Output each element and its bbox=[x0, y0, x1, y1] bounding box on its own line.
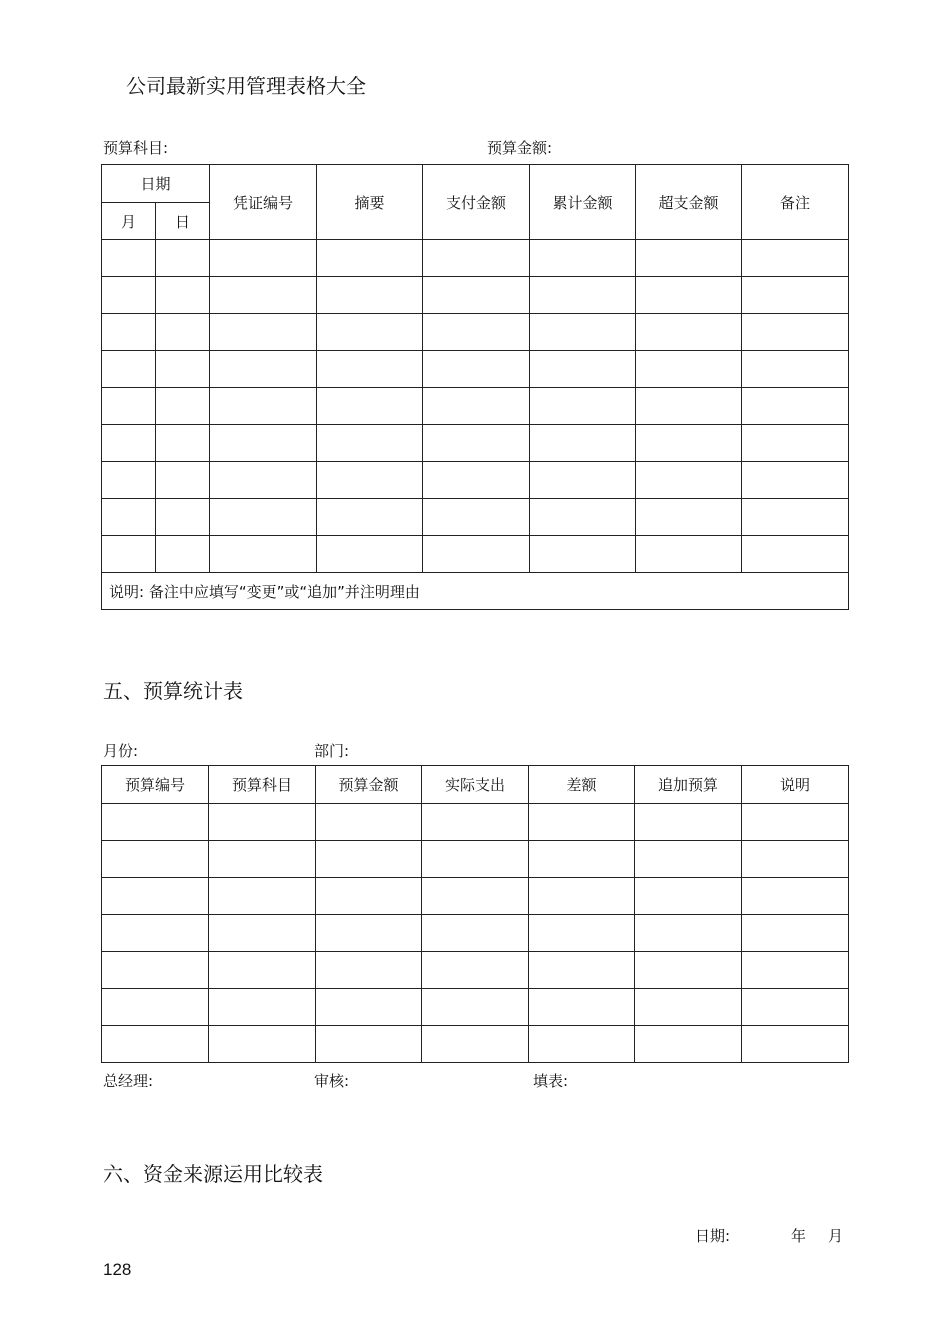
table-cell bbox=[156, 277, 210, 314]
table-row bbox=[102, 952, 849, 989]
table-cell bbox=[209, 915, 316, 952]
table-cell bbox=[530, 240, 636, 277]
table-cell bbox=[423, 314, 530, 351]
column-header: 超支金额 bbox=[636, 165, 742, 240]
table-cell bbox=[316, 841, 422, 878]
table-cell bbox=[209, 841, 316, 878]
table-cell bbox=[102, 952, 209, 989]
column-header: 支付金额 bbox=[423, 165, 530, 240]
table-row bbox=[102, 314, 849, 351]
table-cell bbox=[635, 878, 742, 915]
table-cell bbox=[423, 536, 530, 573]
table-cell bbox=[317, 425, 423, 462]
table-cell bbox=[742, 462, 849, 499]
table-cell bbox=[209, 989, 316, 1026]
table-cell bbox=[422, 952, 529, 989]
table-cell bbox=[742, 277, 849, 314]
table-cell bbox=[102, 536, 156, 573]
table-cell bbox=[529, 989, 635, 1026]
table-cell bbox=[316, 915, 422, 952]
table-cell bbox=[742, 878, 849, 915]
table-cell bbox=[635, 989, 742, 1026]
table-cell bbox=[102, 499, 156, 536]
section5-title: 五、预算统计表 bbox=[103, 679, 243, 703]
column-header: 备注 bbox=[742, 165, 849, 240]
table-cell bbox=[422, 1026, 529, 1063]
table-cell bbox=[317, 240, 423, 277]
section6-title: 六、资金来源运用比较表 bbox=[103, 1162, 323, 1186]
table-cell bbox=[210, 277, 317, 314]
table-cell bbox=[529, 915, 635, 952]
table-cell bbox=[156, 536, 210, 573]
table-cell bbox=[636, 314, 742, 351]
table-cell bbox=[316, 804, 422, 841]
table-cell bbox=[209, 952, 316, 989]
month-header: 月 bbox=[102, 203, 156, 240]
table-row bbox=[102, 277, 849, 314]
table-cell bbox=[635, 952, 742, 989]
table-cell bbox=[317, 462, 423, 499]
table-cell bbox=[423, 462, 530, 499]
table-row bbox=[102, 536, 849, 573]
table-cell bbox=[156, 314, 210, 351]
table-note: 说明: 备注中应填写“变更”或“追加”并注明理由 bbox=[102, 573, 849, 610]
table-cell bbox=[210, 499, 317, 536]
table-cell bbox=[530, 536, 636, 573]
review-label: 审核: bbox=[314, 1072, 350, 1090]
table-cell bbox=[742, 841, 849, 878]
table-cell bbox=[102, 804, 209, 841]
table-cell bbox=[102, 314, 156, 351]
table-cell bbox=[209, 804, 316, 841]
table-cell bbox=[422, 915, 529, 952]
column-header: 摘要 bbox=[317, 165, 423, 240]
column-header: 追加预算 bbox=[635, 766, 742, 804]
table-cell bbox=[102, 388, 156, 425]
table-cell bbox=[102, 277, 156, 314]
column-header: 预算科目 bbox=[209, 766, 316, 804]
column-header: 说明 bbox=[742, 766, 849, 804]
table-cell bbox=[210, 425, 317, 462]
table-row bbox=[102, 240, 849, 277]
table-cell bbox=[636, 425, 742, 462]
date-header: 日期 bbox=[102, 165, 210, 203]
month-label: 月份: bbox=[103, 742, 139, 760]
budget-detail-table bbox=[101, 164, 849, 610]
table-cell bbox=[742, 425, 849, 462]
column-header: 预算金额 bbox=[316, 766, 422, 804]
table-cell bbox=[102, 462, 156, 499]
table-cell bbox=[210, 351, 317, 388]
department-label: 部门: bbox=[314, 742, 350, 760]
table-cell bbox=[209, 1026, 316, 1063]
table-row bbox=[102, 915, 849, 952]
table-cell bbox=[635, 841, 742, 878]
table-cell bbox=[423, 425, 530, 462]
table-cell bbox=[423, 388, 530, 425]
table-cell bbox=[530, 388, 636, 425]
table-cell bbox=[156, 425, 210, 462]
column-header: 预算编号 bbox=[102, 766, 209, 804]
table-cell bbox=[636, 277, 742, 314]
table-cell bbox=[742, 388, 849, 425]
table-cell bbox=[742, 989, 849, 1026]
table-row bbox=[102, 989, 849, 1026]
budget-amount-label: 预算金额: bbox=[487, 139, 553, 157]
table-cell bbox=[316, 952, 422, 989]
table-cell bbox=[742, 240, 849, 277]
date-label: 日期: bbox=[695, 1227, 731, 1245]
table-cell bbox=[529, 841, 635, 878]
table-cell bbox=[317, 314, 423, 351]
table-cell bbox=[102, 351, 156, 388]
table-cell bbox=[156, 462, 210, 499]
table-cell bbox=[210, 240, 317, 277]
table-cell bbox=[423, 351, 530, 388]
table-cell bbox=[635, 1026, 742, 1063]
table-row bbox=[102, 462, 849, 499]
table-cell bbox=[316, 1026, 422, 1063]
table-cell bbox=[422, 989, 529, 1026]
table-cell bbox=[422, 804, 529, 841]
day-header: 日 bbox=[156, 203, 210, 240]
table-cell bbox=[102, 915, 209, 952]
table-cell bbox=[156, 351, 210, 388]
general-manager-label: 总经理: bbox=[103, 1072, 154, 1090]
table-cell bbox=[102, 878, 209, 915]
table-row bbox=[102, 804, 849, 841]
table-cell bbox=[636, 536, 742, 573]
table-row bbox=[102, 499, 849, 536]
table-cell bbox=[530, 277, 636, 314]
table-cell bbox=[423, 499, 530, 536]
budget-statistics-table bbox=[101, 765, 849, 1063]
table-row bbox=[102, 425, 849, 462]
table-cell bbox=[210, 462, 317, 499]
table-cell bbox=[529, 804, 635, 841]
table-cell bbox=[742, 351, 849, 388]
table-row bbox=[102, 388, 849, 425]
table-row bbox=[102, 841, 849, 878]
table-cell bbox=[529, 1026, 635, 1063]
column-header: 差额 bbox=[529, 766, 635, 804]
table-cell bbox=[636, 499, 742, 536]
table-cell bbox=[742, 314, 849, 351]
table-row bbox=[102, 1026, 849, 1063]
table-cell bbox=[530, 351, 636, 388]
table-cell bbox=[636, 462, 742, 499]
table-cell bbox=[102, 989, 209, 1026]
table-cell bbox=[635, 915, 742, 952]
table-cell bbox=[156, 388, 210, 425]
table-cell bbox=[742, 1026, 849, 1063]
column-header: 凭证编号 bbox=[210, 165, 317, 240]
table-cell bbox=[742, 499, 849, 536]
table-cell bbox=[422, 878, 529, 915]
table-cell bbox=[422, 841, 529, 878]
table-cell bbox=[317, 499, 423, 536]
table-cell bbox=[530, 425, 636, 462]
table-cell bbox=[742, 952, 849, 989]
table-cell bbox=[210, 536, 317, 573]
table-cell bbox=[530, 314, 636, 351]
table-cell bbox=[156, 499, 210, 536]
table-cell bbox=[317, 388, 423, 425]
table-cell bbox=[317, 351, 423, 388]
budget-subject-label: 预算科目: bbox=[103, 139, 169, 157]
table-cell bbox=[102, 425, 156, 462]
table-cell bbox=[156, 240, 210, 277]
table-cell bbox=[742, 804, 849, 841]
table-cell bbox=[529, 878, 635, 915]
table-cell bbox=[423, 240, 530, 277]
table-cell bbox=[635, 804, 742, 841]
table-cell bbox=[742, 915, 849, 952]
column-header: 实际支出 bbox=[422, 766, 529, 804]
table-cell bbox=[636, 240, 742, 277]
month-unit-label: 月 bbox=[828, 1227, 844, 1245]
table-cell bbox=[209, 878, 316, 915]
table-cell bbox=[423, 277, 530, 314]
table-cell bbox=[530, 499, 636, 536]
document-title: 公司最新实用管理表格大全 bbox=[126, 74, 366, 98]
table-row bbox=[102, 351, 849, 388]
table-cell bbox=[316, 878, 422, 915]
table-cell bbox=[210, 314, 317, 351]
filled-by-label: 填表: bbox=[533, 1072, 569, 1090]
table-cell bbox=[316, 989, 422, 1026]
table-cell bbox=[102, 1026, 209, 1063]
table-cell bbox=[210, 388, 317, 425]
table-cell bbox=[529, 952, 635, 989]
page-number: 128 bbox=[103, 1260, 132, 1279]
column-header: 累计金额 bbox=[530, 165, 636, 240]
table-cell bbox=[742, 536, 849, 573]
table-cell bbox=[636, 388, 742, 425]
table-row bbox=[102, 878, 849, 915]
year-label: 年 bbox=[791, 1227, 807, 1245]
table-cell bbox=[636, 351, 742, 388]
table-cell bbox=[317, 536, 423, 573]
table-cell bbox=[102, 841, 209, 878]
table-cell bbox=[530, 462, 636, 499]
table-cell bbox=[317, 277, 423, 314]
table-cell bbox=[102, 240, 156, 277]
